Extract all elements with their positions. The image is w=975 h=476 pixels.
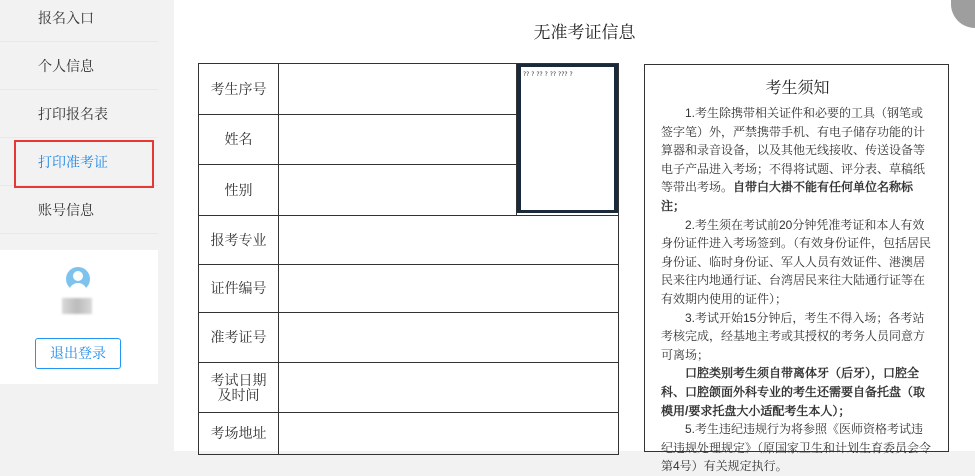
main-content xyxy=(174,0,975,474)
sidebar-item-print-admission[interactable]: 打印准考证 xyxy=(0,138,158,186)
notice-item-4 xyxy=(661,364,934,420)
field-value-exam-datetime xyxy=(279,363,619,413)
notice-item-3: 3.考试开始15分钟后，考生不得入场；各考站考核完成，经基地主考或其授权的考务人员同意方可离场； xyxy=(661,310,926,362)
candidate-photo xyxy=(517,64,618,213)
field-value-id-number xyxy=(279,265,619,313)
sidebar-item-print-form[interactable]: 打印报名表 xyxy=(0,90,158,138)
notice-item-2: 2.考生须在考试前20分钟凭准考证和本人有效身份证件进入考场签到。（有效身份证件，包括居民身份证、临时身份证、军人人员有效证件、港澳居民来往内地通行证、台湾居民来往大陆通行证等在有效期内使用的证件）； xyxy=(661,217,932,306)
page-title: 无准考证信息 xyxy=(533,23,636,42)
sidebar-item-account[interactable]: 账号信息 xyxy=(0,186,158,234)
photo-placeholder-text: ?? ? ?? ? ?? ??? ? xyxy=(523,71,573,78)
field-label-gender: 性别 xyxy=(199,165,279,216)
field-value-name xyxy=(279,115,517,165)
field-label-id-number: 证件编号 xyxy=(199,265,279,313)
field-value-exam-address xyxy=(279,413,619,455)
sidebar-item-personal-info[interactable]: 个人信息 xyxy=(0,42,158,90)
photo-cell xyxy=(517,64,619,216)
field-value-major xyxy=(279,216,619,265)
notice-item-1: 1.考生除携带相关证件和必要的工具（钢笔或签字笔）外，严禁携带手机、有电子储存功能的计算器和录音设备，以及其他无线接收、传送设备等电子产品进入考场；不得将试题、评分表、草稿纸等带出考场。自带白大褂不能有任何单位名称标注； xyxy=(661,106,926,213)
notice-item-5: 5.考生违纪违规行为将参照《医师资格考试违纪违规处理规定》（原国家卫生和计划生育委员会令 第4号）有关规定执行。 xyxy=(661,422,932,474)
admission-info-table xyxy=(198,63,619,455)
notice-item-4-emphasis: 口腔类别考生须自带离体牙（后牙），口腔全科、口腔颌面外科专业的考生还需要自备托盘（取模用/要求托盘大小适配考生本人）； xyxy=(661,366,926,418)
username-blurred xyxy=(62,298,92,314)
notice-title: 考生须知 xyxy=(765,80,830,97)
active-item-highlight xyxy=(14,140,154,188)
sidebar xyxy=(0,0,158,451)
field-label-serial: 考生序号 xyxy=(199,64,279,115)
field-value-serial xyxy=(279,64,517,115)
field-value-gender xyxy=(279,165,517,216)
user-panel xyxy=(0,250,158,384)
field-label-major: 报考专业 xyxy=(199,216,279,265)
field-label-exam-datetime: 考试日期及时间 xyxy=(199,363,279,413)
field-value-admission-number xyxy=(279,313,619,363)
field-label-name: 姓名 xyxy=(199,115,279,165)
logout-button[interactable]: 退出登录 xyxy=(35,338,121,369)
field-label-exam-address: 考场地址 xyxy=(199,413,279,455)
notice-item-1-emphasis: 自带白大褂不能有任何单位名称标注； xyxy=(661,180,914,213)
sidebar-item-registration[interactable]: 报名入口 xyxy=(0,0,158,42)
avatar-icon xyxy=(66,267,90,291)
candidate-notice-panel xyxy=(644,64,949,474)
field-label-admission-number: 准考证号 xyxy=(199,313,279,363)
